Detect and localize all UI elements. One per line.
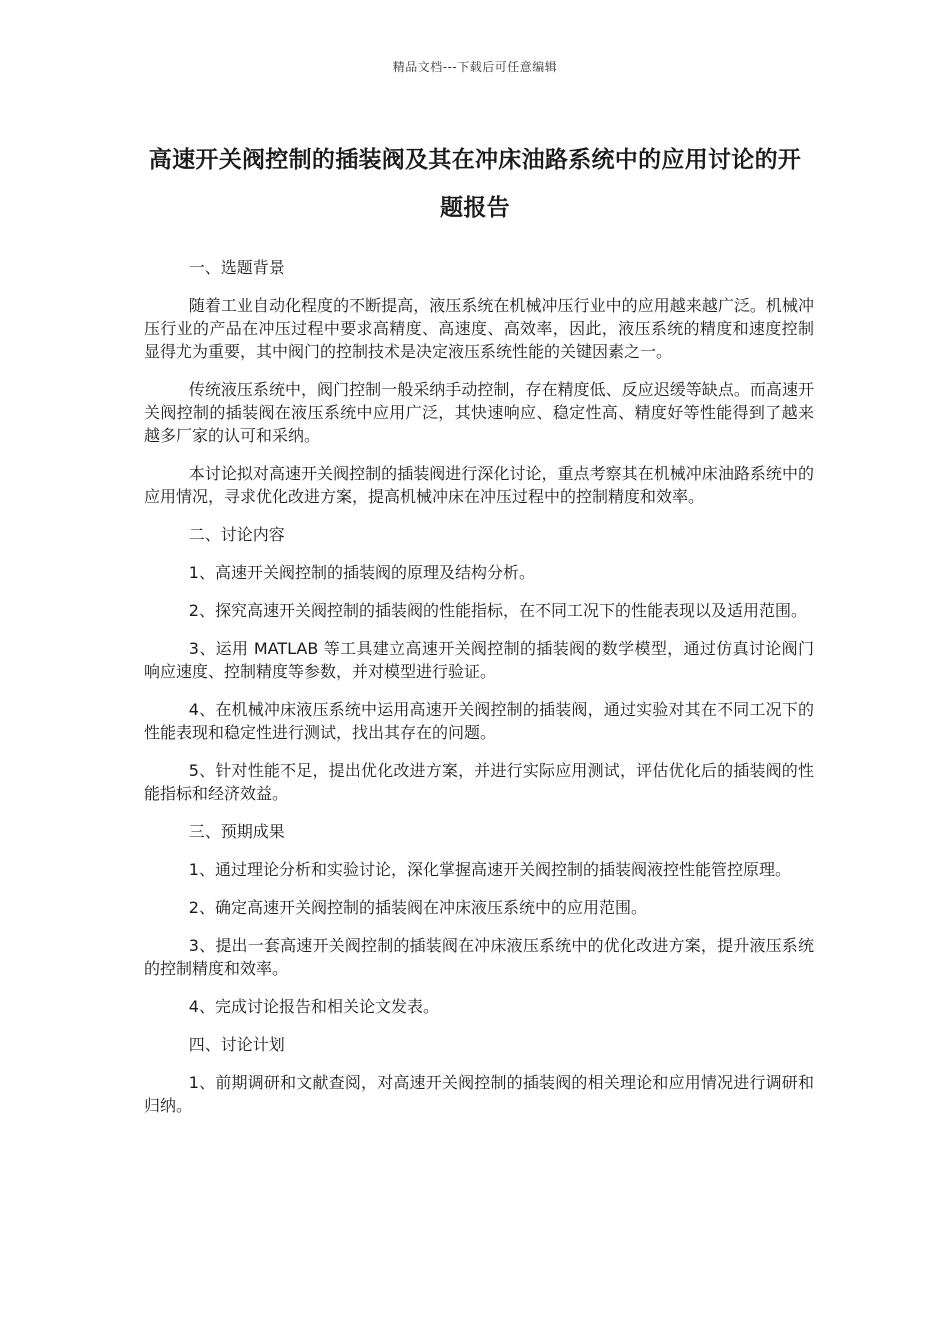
document-title: 高速开关阀控制的插装阀及其在冲床油路系统中的应用讨论的开题报告 [148,147,802,221]
list-item: 3、提出一套高速开关阀控制的插装阀在冲床液压系统中的优化改进方案，提升液压系统的控制精度和效率。 [144,936,814,978]
paragraph: 随着工业自动化程度的不断提高，液压系统在机械冲压行业中的应用越来越广泛。机械冲压行业的产品在冲压过程中要求高精度、高速度、高效率，因此，液压系统的精度和速度控制显得尤为重要，其中阀门的控制技术是决定液压系统性能的关键因素之一。 [144,296,814,361]
section-heading-content: 二、讨论内容 [188,525,285,544]
document-body [144,256,814,1132]
paragraph: 本讨论拟对高速开关阀控制的插装阀进行深化讨论，重点考察其在机械冲床油路系统中的应用情况，寻求优化改进方案，提高机械冲床在冲压过程中的控制精度和效率。 [144,464,814,506]
list-item: 1、通过理论分析和实验讨论，深化掌握高速开关阀控制的插装阀液控性能管控原理。 [188,860,791,879]
list-item: 4、完成讨论报告和相关论文发表。 [188,997,439,1016]
section-heading-plan: 四、讨论计划 [188,1035,285,1054]
list-item: 2、探究高速开关阀控制的插装阀的性能指标，在不同工况下的性能表现以及适用范围。 [188,601,807,620]
section-heading-background: 一、选题背景 [188,258,285,277]
section-heading-results: 三、预期成果 [188,822,285,841]
list-item: 2、确定高速开关阀控制的插装阀在冲床液压系统中的应用范围。 [188,898,647,917]
list-item: 1、高速开关阀控制的插装阀的原理及结构分析。 [188,563,535,582]
paragraph: 传统液压系统中，阀门控制一般采纳手动控制，存在精度低、反应迟缓等缺点。而高速开关阀控制的插装阀在液压系统中应用广泛，其快速响应、稳定性高、精度好等性能得到了越来越多厂家的认可和采纳。 [144,380,814,445]
list-item: 4、在机械冲床液压系统中运用高速开关阀控制的插装阀，通过实验对其在不同工况下的性能表现和稳定性进行测试，找出其存在的问题。 [144,700,814,742]
header-note: 精品文档---下载后可任意编辑 [392,60,558,74]
list-item: 3、运用 MATLAB 等工具建立高速开关阀控制的插装阀的数学模型，通过仿真讨论阀门响应速度、控制精度等参数，并对模型进行验证。 [144,639,814,681]
list-item: 5、针对性能不足，提出优化改进方案，并进行实际应用测试，评估优化后的插装阀的性能指标和经济效益。 [144,761,814,803]
list-item: 1、前期调研和文献查阅，对高速开关阀控制的插装阀的相关理论和应用情况进行调研和归纳。 [144,1073,814,1115]
